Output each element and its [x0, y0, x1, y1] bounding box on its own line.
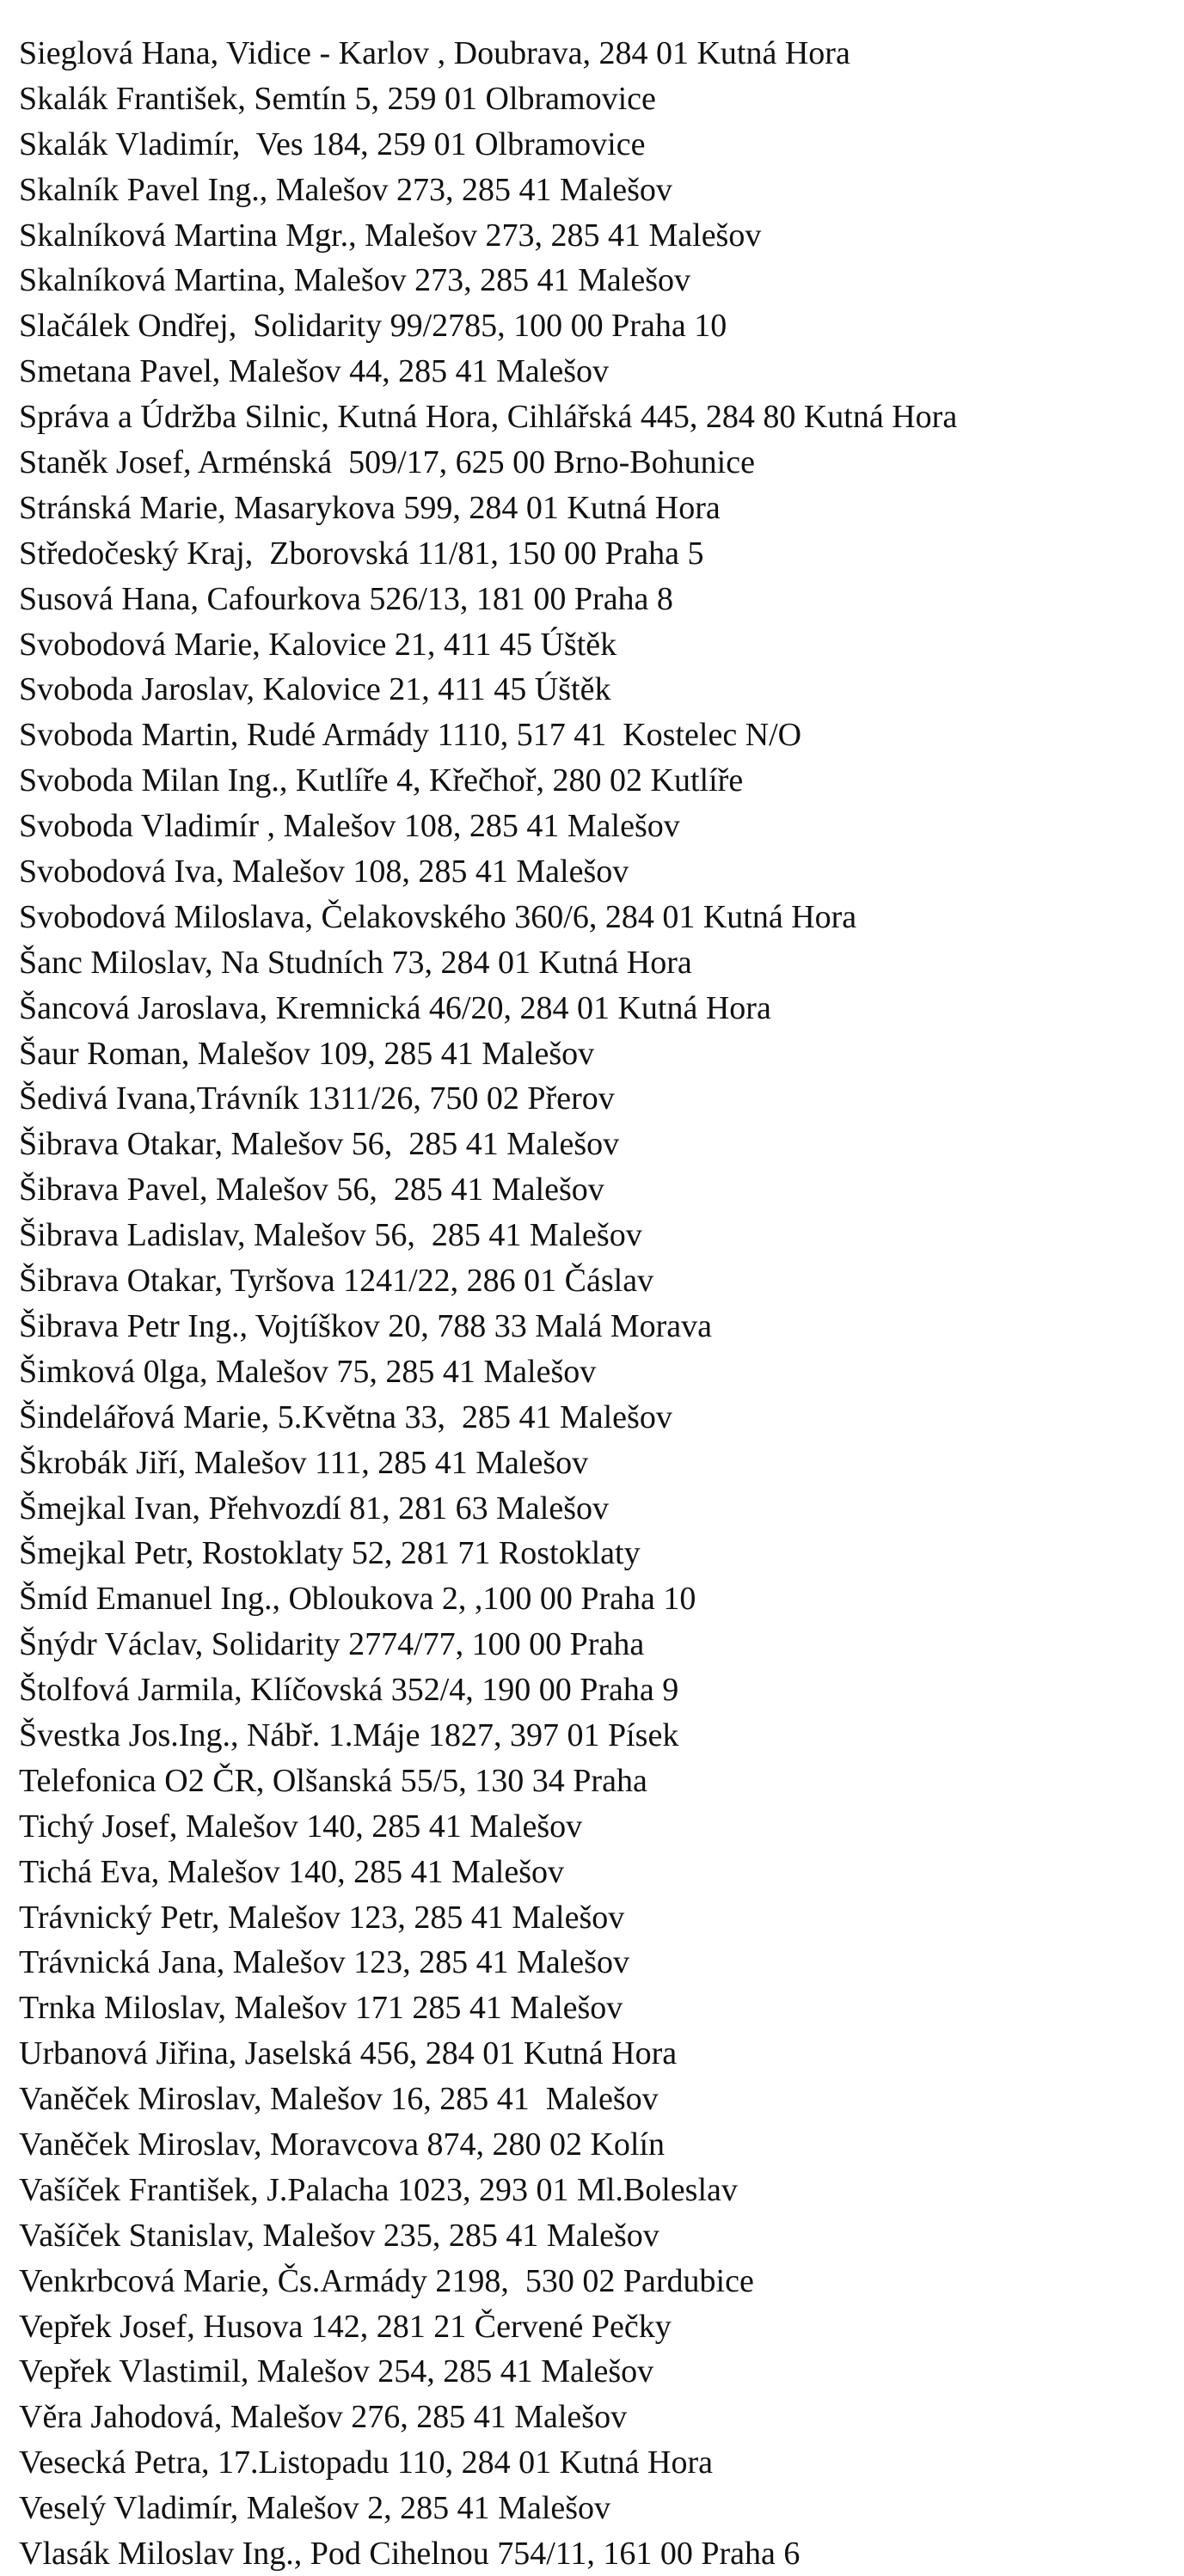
address-entry: Šibrava Otakar, Tyršova 1241/22, 286 01 Čáslav [19, 1263, 654, 1300]
address-entry: Šedivá Ivana,Trávník 1311/26, 750 02 Přerov [19, 1080, 615, 1117]
address-entry: Smetana Pavel, Malešov 44, 285 41 Malešov [19, 353, 610, 390]
address-entry: Vepřek Vlastimil, Malešov 254, 285 41 Malešov [19, 2353, 654, 2390]
address-entry: Středočeský Kraj, Zborovská 11/81, 150 00 Praha 5 [19, 535, 704, 572]
address-entry: Staněk Josef, Arménská 509/17, 625 00 Brno-Bohunice [19, 444, 755, 481]
address-entry: Švestka Jos.Ing., Nábř. 1.Máje 1827, 397 01 Písek [19, 1716, 679, 1753]
address-entry: Svobodová Miloslava, Čelakovského 360/6, 284 01 Kutná Hora [19, 898, 857, 935]
address-entry: Tichá Eva, Malešov 140, 285 41 Malešov [19, 1853, 564, 1890]
address-entry: Šanc Miloslav, Na Studních 73, 284 01 Kutná Hora [19, 944, 692, 981]
address-entry: Šindelářová Marie, 5.Května 33, 285 41 Malešov [19, 1398, 672, 1435]
address-entry: Šibrava Ladislav, Malešov 56, 285 41 Malešov [19, 1217, 642, 1254]
address-entry: Šmejkal Petr, Rostoklaty 52, 281 71 Rostoklaty [19, 1535, 641, 1572]
address-entry: Trávnický Petr, Malešov 123, 285 41 Malešov [19, 1899, 625, 1936]
address-entry: Šaur Roman, Malešov 109, 285 41 Malešov [19, 1035, 595, 1072]
address-entry: Vašíček Stanislav, Malešov 235, 285 41 Malešov [19, 2217, 659, 2254]
address-entry: Trávnická Jana, Malešov 123, 285 41 Malešov [19, 1944, 629, 1981]
address-entry: Stránská Marie, Masarykova 599, 284 01 Kutná Hora [19, 489, 721, 526]
address-entry: Susová Hana, Cafourkova 526/13, 181 00 Praha 8 [19, 580, 673, 617]
address-entry: Věra Jahodová, Malešov 276, 285 41 Malešov [19, 2399, 628, 2436]
address-entry: Skalníková Martina, Malešov 273, 285 41 Malešov [19, 262, 691, 299]
address-entry: Svoboda Milan Ing., Kutlíře 4, Křečhoř, 280 02 Kutlíře [19, 762, 744, 799]
address-entry: Svoboda Martin, Rudé Armády 1110, 517 41 Kostelec N/O [19, 717, 802, 754]
address-entry: Vesecká Petra, 17.Listopadu 110, 284 01 Kutná Hora [19, 2444, 713, 2481]
address-entry: Vlasák Miloslav Ing., Pod Cihelnou 754/11, 161 00 Praha 6 [19, 2535, 801, 2572]
address-entry: Šancová Jaroslava, Kremnická 46/20, 284 01 Kutná Hora [19, 989, 771, 1026]
address-entry: Svoboda Vladimír , Malešov 108, 285 41 Malešov [19, 808, 680, 845]
address-list [19, 31, 1175, 2576]
address-entry: Šibrava Otakar, Malešov 56, 285 41 Malešov [19, 1126, 620, 1163]
address-entry: Skalák Vladimír, Ves 184, 259 01 Olbramovice [19, 125, 646, 162]
address-entry: Trnka Miloslav, Malešov 171 285 41 Malešov [19, 1990, 623, 2027]
address-entry: Svobodová Marie, Kalovice 21, 411 45 Úštěk [19, 626, 617, 663]
address-entry: Vaněček Miroslav, Malešov 16, 285 41 Malešov [19, 2081, 659, 2118]
address-entry: Skalník Pavel Ing., Malešov 273, 285 41 Malešov [19, 171, 672, 208]
address-entry: Sieglová Hana, Vidice - Karlov , Doubrava, 284 01 Kutná Hora [19, 35, 850, 71]
address-entry: Skalák František, Semtín 5, 259 01 Olbramovice [19, 80, 656, 117]
address-entry: Šibrava Petr Ing., Vojtíškov 20, 788 33 Malá Morava [19, 1307, 713, 1344]
address-entry: Slačálek Ondřej, Solidarity 99/2785, 100 00 Praha 10 [19, 308, 727, 345]
address-entry: Šmejkal Ivan, Přehvozdí 81, 281 63 Malešov [19, 1490, 610, 1527]
address-entry: Vepřek Josef, Husova 142, 281 21 Červené Pečky [19, 2308, 672, 2345]
address-entry: Urbanová Jiřina, Jaselská 456, 284 01 Kutná Hora [19, 2035, 678, 2072]
address-entry: Šmíd Emanuel Ing., Obloukova 2, ,100 00 Praha 10 [19, 1581, 696, 1618]
address-entry: Štolfová Jarmila, Klíčovská 352/4, 190 00 Praha 9 [19, 1672, 679, 1709]
address-entry: Venkrbcová Marie, Čs.Armády 2198, 530 02 Pardubice [19, 2262, 754, 2299]
address-entry: Telefonica O2 ČR, Olšanská 55/5, 130 34 Praha [19, 1762, 647, 1799]
address-entry: Veselý Vladimír, Malešov 2, 285 41 Malešov [19, 2490, 611, 2527]
address-entry: Svoboda Jaroslav, Kalovice 21, 411 45 Úštěk [19, 671, 611, 708]
address-entry: Skalníková Martina Mgr., Malešov 273, 285 41 Malešov [19, 217, 762, 254]
address-entry: Tichý Josef, Malešov 140, 285 41 Malešov [19, 1808, 583, 1845]
address-entry: Svobodová Iva, Malešov 108, 285 41 Malešov [19, 854, 629, 890]
address-entry: Šibrava Pavel, Malešov 56, 285 41 Malešov [19, 1172, 604, 1208]
address-entry: Šimková 0lga, Malešov 75, 285 41 Malešov [19, 1353, 597, 1390]
address-entry: Správa a Údržba Silnic, Kutná Hora, Cihlářská 445, 284 80 Kutná Hora [19, 399, 958, 436]
address-entry: Vašíček František, J.Palacha 1023, 293 01 Ml.Boleslav [19, 2171, 738, 2208]
address-entry: Vaněček Miroslav, Moravcova 874, 280 02 Kolín [19, 2126, 666, 2163]
address-entry: Šnýdr Václav, Solidarity 2774/77, 100 00 Praha [19, 1626, 645, 1663]
address-entry: Škrobák Jiří, Malešov 111, 285 41 Malešov [19, 1444, 589, 1481]
